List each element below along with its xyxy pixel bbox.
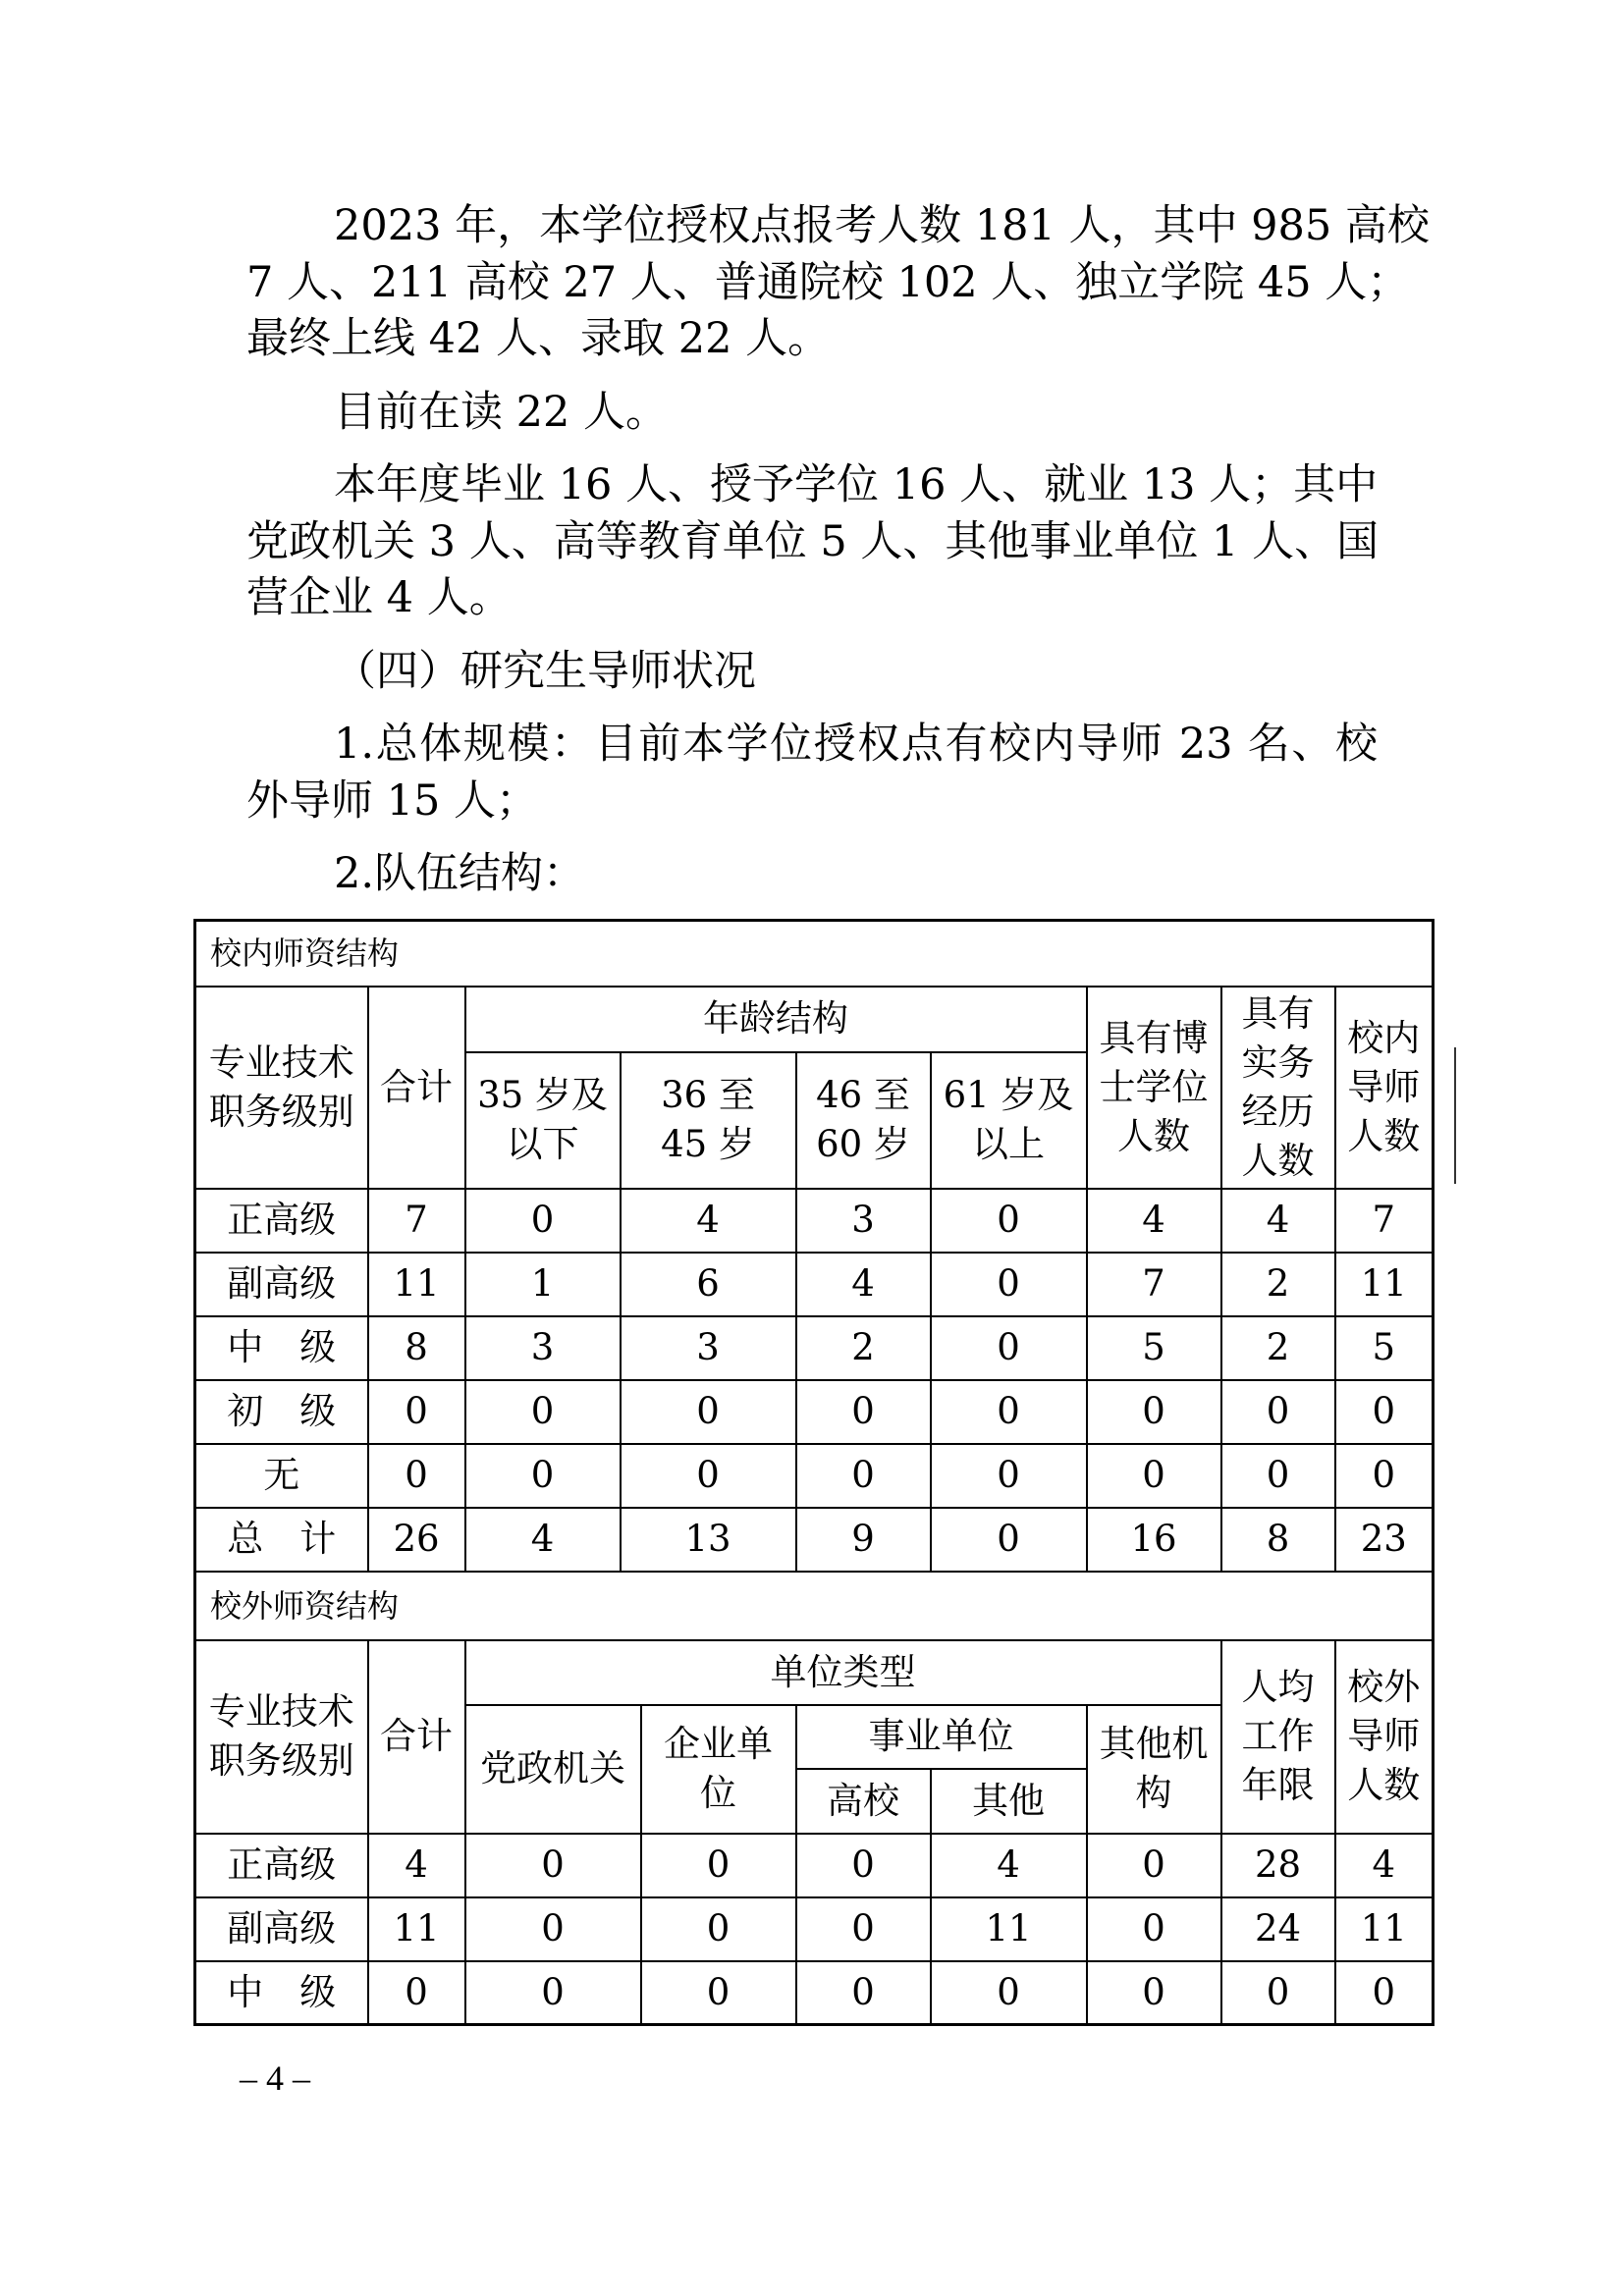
- header-practical-experience: 具有 实务 经历 人数: [1221, 987, 1335, 1189]
- cell-total: 0: [368, 1380, 465, 1444]
- margin-rule: [1454, 1047, 1456, 1184]
- cell-age-36-45: 0: [621, 1380, 796, 1444]
- cell-age-35-below: 0: [465, 1444, 621, 1508]
- header-avg-work-years: 人均 工作 年限: [1221, 1640, 1335, 1834]
- paragraph-graduation: [246, 457, 1378, 627]
- header-total: 合计: [368, 987, 465, 1189]
- cell-age-46-60: 0: [796, 1380, 931, 1444]
- cell-university: 0: [796, 1961, 931, 2025]
- header-public-institution: 事业单位: [796, 1705, 1087, 1769]
- table-row: [195, 1834, 1434, 1897]
- table-header-row: [195, 987, 1434, 1052]
- header-age-35-below: 35 岁及 以下: [465, 1052, 621, 1189]
- cell-other-institution: 4: [931, 1834, 1087, 1897]
- text-line: 党政机关 3 人、高等教育单位 5 人、其他事业单位 1 人、国: [246, 516, 1380, 566]
- text-line: 最终上线 42 人、录取 22 人。: [246, 314, 831, 363]
- cell-practical-experience: 0: [1221, 1380, 1335, 1444]
- cell-age-61-above: 0: [931, 1508, 1087, 1572]
- faculty-structure-tables: [193, 919, 1432, 2026]
- cell-external-supervisors: 11: [1335, 1897, 1434, 1961]
- cell-avg-work-years: 0: [1221, 1961, 1335, 2025]
- rank-label-cell: 无: [195, 1444, 368, 1508]
- cell-age-36-45: 4: [621, 1189, 796, 1253]
- body-text: [246, 198, 1430, 903]
- paragraph-current-students: [246, 385, 1378, 442]
- table-row: [195, 1961, 1434, 2025]
- header-rank: 专业技术 职务级别: [195, 987, 368, 1189]
- paragraph-enrollment: [246, 198, 1430, 368]
- cell-total: 7: [368, 1189, 465, 1253]
- table-row: [195, 1508, 1434, 1572]
- header-other-organization: 其他机 构: [1087, 1705, 1221, 1834]
- cell-university: 0: [796, 1834, 931, 1897]
- cell-internal-supervisors: 11: [1335, 1253, 1434, 1316]
- text-line: 目前在读 22 人。: [334, 387, 669, 437]
- rank-label-cell: 副高级: [195, 1253, 368, 1316]
- cell-other-organization: 0: [1087, 1961, 1221, 2025]
- cell-doctorate: 4: [1087, 1189, 1221, 1253]
- table-row: [195, 1897, 1434, 1961]
- cell-practical-experience: 8: [1221, 1508, 1335, 1572]
- external-faculty-rows: [195, 1834, 1434, 2025]
- text-line: 外导师 15 人；: [246, 775, 539, 826]
- cell-age-46-60: 4: [796, 1253, 931, 1316]
- text-line: 1.总体规模：目前本学位授权点有校内导师 23 名、校: [334, 720, 1378, 769]
- table-row: [195, 1316, 1434, 1380]
- cell-party-government: 0: [465, 1834, 641, 1897]
- cell-total: 0: [368, 1961, 465, 2025]
- header-enterprise: 企业单 位: [641, 1705, 796, 1834]
- text-line: 7 人、211 高校 27 人、普通院校 102 人、独立学院 45 人；: [246, 257, 1410, 307]
- table-title: 校内师资结构: [195, 921, 1434, 987]
- cell-age-36-45: 13: [621, 1508, 796, 1572]
- header-age-61-above: 61 岁及 以上: [931, 1052, 1087, 1189]
- cell-doctorate: 16: [1087, 1508, 1221, 1572]
- rank-label-cell: 中 级: [195, 1961, 368, 2025]
- header-age-36-45: 36 至 45 岁: [621, 1052, 796, 1189]
- cell-enterprise: 0: [641, 1897, 796, 1961]
- text-line: 2023 年，本学位授权点报考人数 181 人，其中 985 高校: [334, 201, 1430, 250]
- cell-party-government: 0: [465, 1961, 641, 2025]
- rank-label-cell: 总 计: [195, 1508, 368, 1572]
- cell-total: 8: [368, 1316, 465, 1380]
- cell-age-36-45: 3: [621, 1316, 796, 1380]
- cell-enterprise: 0: [641, 1961, 796, 2025]
- cell-doctorate: 5: [1087, 1316, 1221, 1380]
- header-unit-type: 单位类型: [465, 1640, 1221, 1705]
- cell-doctorate: 0: [1087, 1444, 1221, 1508]
- cell-age-46-60: 3: [796, 1189, 931, 1253]
- header-other-institution: 其他: [931, 1769, 1087, 1834]
- cell-age-35-below: 3: [465, 1316, 621, 1380]
- cell-practical-experience: 2: [1221, 1253, 1335, 1316]
- cell-enterprise: 0: [641, 1834, 796, 1897]
- cell-avg-work-years: 24: [1221, 1897, 1335, 1961]
- page-number: – 4 –: [240, 2058, 310, 2098]
- text-line: 本年度毕业 16 人、授予学位 16 人、就业 13 人；其中: [334, 460, 1379, 509]
- header-age-group: 年龄结构: [465, 987, 1087, 1052]
- rank-label-cell: 中 级: [195, 1316, 368, 1380]
- cell-doctorate: 7: [1087, 1253, 1221, 1316]
- cell-internal-supervisors: 5: [1335, 1316, 1434, 1380]
- header-external-supervisors: 校外 导师 人数: [1335, 1640, 1434, 1834]
- table-row: [195, 1380, 1434, 1444]
- cell-other-organization: 0: [1087, 1834, 1221, 1897]
- cell-other-institution: 11: [931, 1897, 1087, 1961]
- cell-total: 11: [368, 1897, 465, 1961]
- cell-age-61-above: 0: [931, 1189, 1087, 1253]
- header-party-government: 党政机关: [465, 1705, 641, 1834]
- header-rank: 专业技术 职务级别: [195, 1640, 368, 1834]
- cell-age-36-45: 0: [621, 1444, 796, 1508]
- external-faculty-table: [193, 1573, 1435, 2027]
- cell-practical-experience: 0: [1221, 1444, 1335, 1508]
- cell-internal-supervisors: 23: [1335, 1508, 1434, 1572]
- rank-label-cell: 初 级: [195, 1380, 368, 1444]
- table-row: [195, 1253, 1434, 1316]
- cell-age-61-above: 0: [931, 1253, 1087, 1316]
- cell-total: 26: [368, 1508, 465, 1572]
- paragraph-team-structure: [246, 846, 1378, 903]
- header-doctorate: 具有博 士学位 人数: [1087, 987, 1221, 1189]
- cell-age-46-60: 0: [796, 1444, 931, 1508]
- cell-practical-experience: 2: [1221, 1316, 1335, 1380]
- table-title-row: [195, 921, 1434, 987]
- table-title: 校外师资结构: [195, 1573, 1434, 1640]
- table-header-row: [195, 1640, 1434, 1705]
- cell-internal-supervisors: 0: [1335, 1380, 1434, 1444]
- header-university: 高校: [796, 1769, 931, 1834]
- cell-doctorate: 0: [1087, 1380, 1221, 1444]
- section-heading: [246, 644, 1378, 701]
- cell-total: 0: [368, 1444, 465, 1508]
- cell-age-35-below: 1: [465, 1253, 621, 1316]
- cell-age-61-above: 0: [931, 1380, 1087, 1444]
- cell-internal-supervisors: 7: [1335, 1189, 1434, 1253]
- cell-total: 4: [368, 1834, 465, 1897]
- cell-other-institution: 0: [931, 1961, 1087, 2025]
- cell-external-supervisors: 0: [1335, 1961, 1434, 2025]
- cell-age-35-below: 4: [465, 1508, 621, 1572]
- rank-label-cell: 副高级: [195, 1897, 368, 1961]
- text-line: 2.队伍结构：: [334, 849, 586, 898]
- header-age-46-60: 46 至 60 岁: [796, 1052, 931, 1189]
- header-internal-supervisors: 校内 导师 人数: [1335, 987, 1434, 1189]
- cell-practical-experience: 4: [1221, 1189, 1335, 1253]
- header-total: 合计: [368, 1640, 465, 1834]
- cell-age-46-60: 9: [796, 1508, 931, 1572]
- text-line: 营企业 4 人。: [246, 573, 512, 622]
- internal-faculty-table: [193, 919, 1435, 1573]
- paragraph-overall-scale: [246, 717, 1378, 829]
- cell-age-61-above: 0: [931, 1316, 1087, 1380]
- cell-age-36-45: 6: [621, 1253, 796, 1316]
- cell-external-supervisors: 4: [1335, 1834, 1434, 1897]
- internal-faculty-rows: [195, 1189, 1434, 1572]
- cell-age-35-below: 0: [465, 1380, 621, 1444]
- cell-avg-work-years: 28: [1221, 1834, 1335, 1897]
- cell-party-government: 0: [465, 1897, 641, 1961]
- cell-total: 11: [368, 1253, 465, 1316]
- section-heading-text: （四）研究生导师状况: [334, 646, 756, 696]
- cell-other-organization: 0: [1087, 1897, 1221, 1961]
- cell-internal-supervisors: 0: [1335, 1444, 1434, 1508]
- rank-label-cell: 正高级: [195, 1189, 368, 1253]
- cell-university: 0: [796, 1897, 931, 1961]
- cell-age-35-below: 0: [465, 1189, 621, 1253]
- rank-label-cell: 正高级: [195, 1834, 368, 1897]
- table-title-row: [195, 1573, 1434, 1640]
- cell-age-46-60: 2: [796, 1316, 931, 1380]
- cell-age-61-above: 0: [931, 1444, 1087, 1508]
- table-row: [195, 1444, 1434, 1508]
- table-row: [195, 1189, 1434, 1253]
